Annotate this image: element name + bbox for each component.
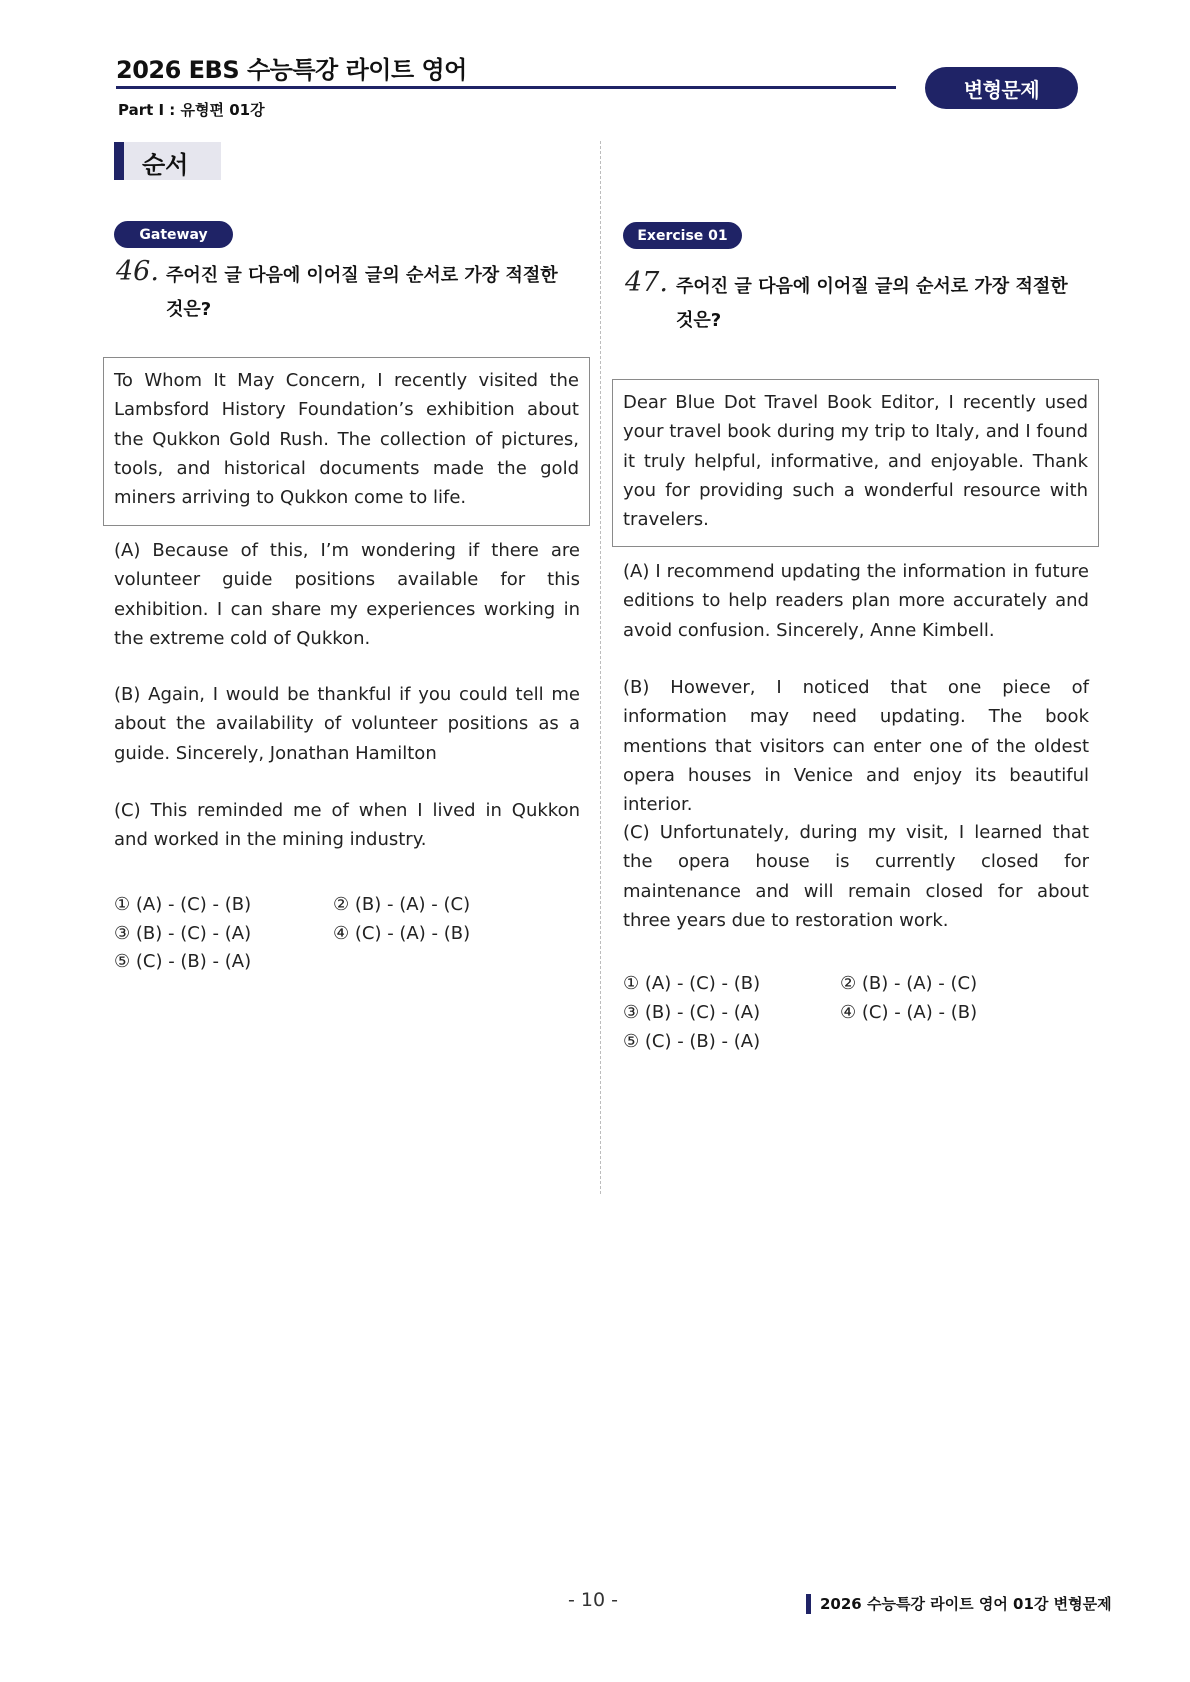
- option-5-46: ⑤ (C) - (B) - (A): [114, 951, 252, 972]
- paragraph-b-46: (B) Again, I would be thankful if you could tell me about the availability of volunteer positions as a guide. Sincerely, Jonathan Hamilton: [114, 684, 580, 764]
- paragraph-a-47: (A) I recommend updating the information in future editions to help readers plan more accurately and avoid confusion. Sincerely, Anne Kimbell.: [623, 561, 1089, 641]
- option-4-47: ④ (C) - (A) - (B): [840, 1002, 978, 1023]
- paragraph-b-47: (B) However, I noticed that one piece of information may need updating. The book mentions that visitors can enter one of the oldest opera houses in Venice and enjoy its beautiful interior.: [623, 677, 1089, 816]
- paragraph-c-46: (C) This reminded me of when I lived in Qukkon and worked in the mining industry.: [114, 800, 580, 851]
- paragraph-c-47: (C) Unfortunately, during my visit, I learned that the opera house is currently closed for maintenance and will remain closed for about three years due to restoration work.: [623, 822, 1089, 931]
- question-number-46: 46.: [116, 256, 159, 287]
- option-1-46: ① (A) - (C) - (B): [114, 894, 252, 915]
- header-rule: [116, 86, 896, 89]
- option-1-47: ① (A) - (C) - (B): [623, 973, 761, 994]
- section-label-text: 순서: [142, 151, 189, 179]
- option-5-47: ⑤ (C) - (B) - (A): [623, 1031, 761, 1052]
- tag-exercise: Exercise 01: [623, 222, 742, 249]
- question-text-47: 주어진 글 다음에 이어질 글의 순서로 가장 적절한 것은?: [676, 276, 1068, 331]
- question-text-46: 주어진 글 다음에 이어질 글의 순서로 가장 적절한 것은?: [166, 265, 558, 320]
- given-passage-47: Dear Blue Dot Travel Book Editor, I recently used your travel book during my trip to Italy, and I found it truly helpful, informative, and enjoyable. Thank you for providing such a wonderful resource with travelers.: [612, 379, 1099, 547]
- document-subtitle: Part Ⅰ : 유형편 01강: [118, 101, 265, 119]
- section-label: [114, 142, 221, 180]
- option-3-46: ③ (B) - (C) - (A): [114, 923, 252, 944]
- tag-gateway: Gateway: [114, 221, 233, 248]
- question-number-47: 47.: [625, 267, 668, 298]
- paragraph-a-46: (A) Because of this, I’m wondering if there are volunteer guide positions available for this exhibition. I can share my experiences working in the extreme cold of Qukkon.: [114, 540, 580, 649]
- footer-label: 2026 수능특강 라이트 영어 01강 변형문제: [806, 1594, 1112, 1614]
- option-3-47: ③ (B) - (C) - (A): [623, 1002, 761, 1023]
- section-label-bar: [114, 142, 124, 180]
- option-2-46: ② (B) - (A) - (C): [333, 894, 471, 915]
- option-2-47: ② (B) - (A) - (C): [840, 973, 978, 994]
- given-passage-46: To Whom It May Concern, I recently visited the Lambsford History Foundation’s exhibition about the Qukkon Gold Rush. The collection of pictures, tools, and historical documents made the gold miners arriving to Qukkon come to life.: [103, 357, 590, 526]
- column-divider: [600, 141, 601, 1194]
- option-4-46: ④ (C) - (A) - (B): [333, 923, 471, 944]
- page-number: - 10 -: [568, 1589, 618, 1611]
- document-title: 2026 EBS 수능특강 라이트 영어: [116, 56, 467, 84]
- header-badge: 변형문제: [925, 67, 1078, 109]
